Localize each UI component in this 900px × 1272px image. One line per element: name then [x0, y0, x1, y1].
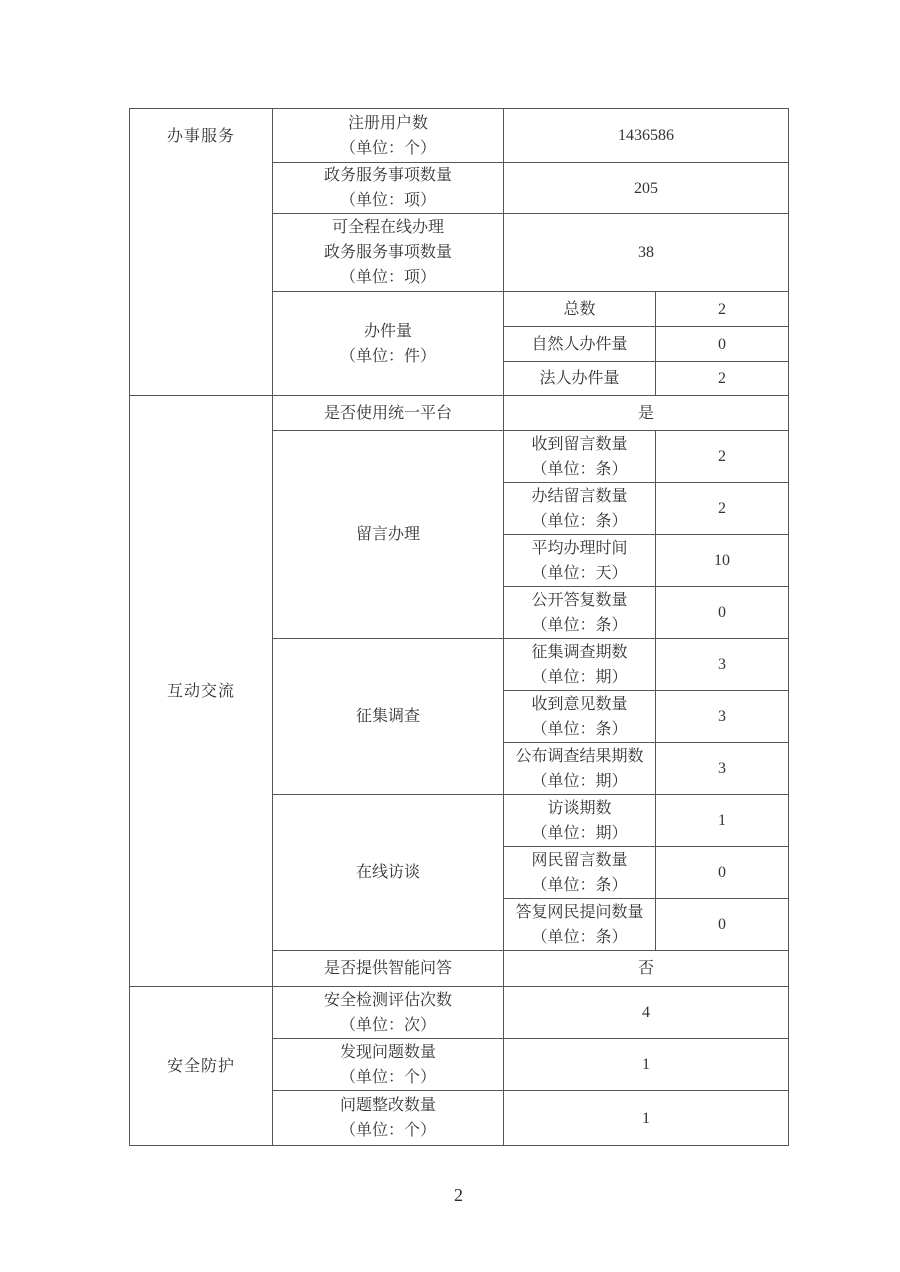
metric-value: 205: [504, 163, 789, 214]
page-number: 2: [454, 1185, 463, 1205]
metric-label: [273, 1091, 504, 1146]
label-line: （单位：期）: [531, 824, 628, 842]
metric-label: [273, 951, 504, 987]
table-row: [130, 987, 789, 1039]
submetric-label: [504, 483, 656, 535]
submetric-value: 2: [656, 362, 789, 396]
label-line: （单位：条）: [531, 928, 628, 946]
label-line: 是否使用统一平台: [323, 404, 452, 422]
submetric-value: 0: [656, 587, 789, 639]
label-line: 注册用户数: [347, 114, 428, 132]
label-line: （单位：项）: [339, 192, 436, 209]
metric-value: 1: [504, 1091, 789, 1146]
label-line: 政务服务事项数量: [323, 244, 452, 261]
metric-label: [273, 1039, 504, 1091]
submetric-value: 3: [656, 639, 789, 691]
submetric-value: 2: [656, 292, 789, 327]
label-line: （单位：条）: [531, 720, 628, 738]
label-line: 法人办件量: [539, 370, 620, 387]
metric-label: [273, 109, 504, 163]
label-line: 办件量: [363, 322, 412, 340]
group-cell-anquan-fanghu: 安全防护: [130, 987, 273, 1146]
submetric-label: [504, 847, 656, 899]
label-line: （单位：项）: [339, 269, 436, 286]
submetric-value: 1: [656, 795, 789, 847]
label-line: （单位：期）: [531, 772, 628, 790]
label-line: （单位：件）: [339, 347, 436, 365]
label-line: 是否提供智能问答: [323, 960, 452, 977]
label-line: （单位：次）: [339, 1016, 436, 1034]
label-line: （单位：个）: [339, 1068, 436, 1086]
label-line: （单位：期）: [531, 668, 628, 686]
submetric-label: [504, 795, 656, 847]
metric-label: [273, 795, 504, 951]
label-line: 公开答复数量: [531, 591, 628, 609]
label-line: 办结留言数量: [531, 487, 628, 505]
submetric-label: [504, 899, 656, 951]
submetric-label: [504, 743, 656, 795]
metric-value: 1: [504, 1039, 789, 1091]
submetric-value: 2: [656, 483, 789, 535]
table-row: [130, 396, 789, 431]
submetric-value: 0: [656, 899, 789, 951]
label-line: 自然人办件量: [531, 335, 628, 353]
metric-label: [273, 639, 504, 795]
label-line: （单位：条）: [531, 512, 628, 530]
report-table: [129, 108, 789, 1146]
label-line: （单位：条）: [531, 876, 628, 894]
submetric-value: 0: [656, 327, 789, 362]
label-line: 收到留言数量: [531, 435, 628, 453]
metric-value: 否: [504, 951, 789, 987]
submetric-label: [504, 292, 656, 327]
metric-value: 4: [504, 987, 789, 1039]
metric-value: 1436586: [504, 109, 789, 163]
label-line: 收到意见数量: [531, 695, 628, 713]
submetric-value: 3: [656, 743, 789, 795]
group-cell-hudong-jiaoliu: 互动交流: [130, 396, 273, 987]
label-line: 访谈期数: [547, 799, 612, 817]
label-line: 网民留言数量: [531, 851, 628, 869]
metric-label: [273, 163, 504, 214]
label-line: 公布调查结果期数: [515, 747, 644, 765]
submetric-label: [504, 639, 656, 691]
label-line: 征集调查: [355, 708, 420, 725]
metric-label: [273, 987, 504, 1039]
metric-label: [273, 292, 504, 396]
label-line: 总数: [563, 300, 596, 318]
metric-label: [273, 214, 504, 292]
label-line: 平均办理时间: [531, 539, 628, 557]
metric-value: 38: [504, 214, 789, 292]
label-line: 在线访谈: [355, 864, 420, 881]
label-line: 安全检测评估次数: [323, 991, 452, 1009]
label-line: 征集调查期数: [531, 643, 628, 661]
submetric-label: [504, 327, 656, 362]
submetric-label: [504, 691, 656, 743]
label-line: （单位：条）: [531, 460, 628, 478]
submetric-value: 0: [656, 847, 789, 899]
label-line: （单位：个）: [339, 1122, 436, 1139]
metric-value: 是: [504, 396, 789, 431]
label-line: 可全程在线办理: [331, 219, 444, 236]
label-line: （单位：个）: [339, 139, 436, 157]
label-line: 答复网民提问数量: [515, 903, 644, 921]
label-line: （单位：条）: [531, 616, 628, 634]
submetric-label: [504, 431, 656, 483]
label-line: 留言办理: [355, 526, 420, 543]
label-line: 问题整改数量: [339, 1097, 436, 1114]
metric-label: [273, 431, 504, 639]
submetric-value: 10: [656, 535, 789, 587]
label-line: （单位：天）: [531, 564, 628, 582]
submetric-label: [504, 535, 656, 587]
table-row: [130, 109, 789, 163]
submetric-label: [504, 362, 656, 396]
label-line: 政务服务事项数量: [323, 167, 452, 184]
group-cell-banshi-fuwu: 办事服务: [130, 109, 273, 396]
submetric-value: 3: [656, 691, 789, 743]
metric-label: [273, 396, 504, 431]
label-line: 发现问题数量: [339, 1043, 436, 1061]
submetric-value: 2: [656, 431, 789, 483]
submetric-label: [504, 587, 656, 639]
